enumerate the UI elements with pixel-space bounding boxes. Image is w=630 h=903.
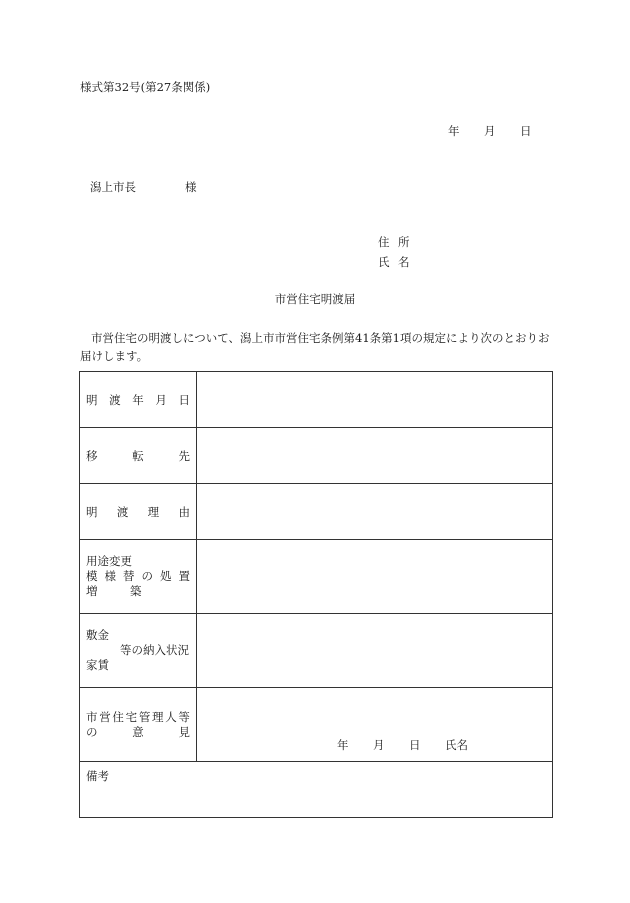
form-number: 様式第32号(第27条関係) bbox=[80, 80, 211, 94]
label-char: 処 bbox=[160, 569, 172, 583]
row-vacate-reason bbox=[80, 484, 553, 540]
payment-line-1: 敷金 bbox=[86, 628, 109, 642]
label-char: 見 bbox=[178, 724, 190, 739]
row-manager bbox=[80, 688, 553, 762]
label-char: 渡 bbox=[109, 392, 121, 407]
alteration-field[interactable] bbox=[197, 540, 553, 614]
alteration-line-3 bbox=[86, 584, 190, 599]
remarks-field[interactable] bbox=[80, 762, 553, 818]
label-char: の bbox=[86, 724, 98, 739]
label-char: の bbox=[141, 569, 153, 583]
vacate-date-field[interactable] bbox=[197, 372, 553, 428]
remarks-label: 備考 bbox=[86, 769, 109, 783]
label-char: 営 bbox=[99, 709, 111, 724]
sender-name-label bbox=[378, 257, 410, 277]
addressee-name: 潟上市長 bbox=[90, 180, 136, 194]
label-char: 先 bbox=[178, 448, 190, 463]
label-char: 宅 bbox=[125, 709, 138, 724]
month-label: 月 bbox=[484, 124, 496, 138]
label-char: 明 bbox=[86, 504, 98, 519]
label-vacate-date bbox=[80, 372, 197, 428]
label-char: 替 bbox=[123, 569, 135, 583]
label-char: 由 bbox=[178, 504, 190, 519]
label-vacate-reason bbox=[80, 484, 197, 540]
name-char-2: 名 bbox=[398, 255, 410, 269]
label-alteration bbox=[80, 540, 197, 614]
opinion-date bbox=[337, 737, 468, 753]
label-char: 住 bbox=[112, 709, 124, 724]
address-char-2: 所 bbox=[398, 235, 410, 249]
year-label: 年 bbox=[448, 124, 460, 138]
label-new-address bbox=[80, 428, 197, 484]
opinion-name-label: 氏名 bbox=[445, 738, 468, 752]
label-char: 明 bbox=[86, 392, 98, 407]
label-char: 理 bbox=[152, 709, 164, 724]
label-char: 等 bbox=[178, 709, 190, 724]
label-char: 人 bbox=[165, 709, 177, 724]
label-char: 移 bbox=[86, 448, 98, 463]
label-char: 様 bbox=[104, 569, 116, 583]
address-char-1: 住 bbox=[378, 235, 390, 249]
label-char: 築 bbox=[130, 584, 142, 598]
sender-address-label bbox=[378, 237, 410, 257]
label-char: 市 bbox=[86, 709, 98, 724]
body-text: 市営住宅の明渡しについて、潟上市市営住宅条例第41条第1項の規定により次のとおりお届けします。 bbox=[80, 331, 550, 363]
form-title: 市営住宅明渡届 bbox=[274, 292, 356, 306]
row-remarks bbox=[80, 762, 553, 818]
opinion-month-label: 月 bbox=[373, 738, 385, 752]
alteration-line-1: 用途変更 bbox=[86, 554, 132, 568]
sender-block bbox=[378, 237, 410, 277]
new-address-field[interactable] bbox=[197, 428, 553, 484]
label-payment bbox=[80, 614, 197, 688]
label-manager bbox=[80, 688, 197, 762]
label-char: 管 bbox=[138, 709, 151, 724]
vacate-reason-field[interactable] bbox=[197, 484, 553, 540]
alteration-line-2 bbox=[86, 569, 190, 584]
submission-date bbox=[448, 126, 532, 138]
row-new-address bbox=[80, 428, 553, 484]
day-label: 日 bbox=[520, 124, 532, 138]
label-char: 置 bbox=[178, 569, 190, 583]
label-char: 模 bbox=[86, 569, 98, 583]
label-char: 年 bbox=[132, 392, 144, 407]
addressee bbox=[90, 182, 197, 194]
label-char: 転 bbox=[132, 448, 144, 463]
row-payment bbox=[80, 614, 553, 688]
manager-line-2 bbox=[86, 725, 190, 740]
form-table bbox=[79, 371, 553, 818]
name-char-1: 氏 bbox=[378, 255, 390, 269]
label-char: 理 bbox=[147, 504, 160, 519]
manager-opinion-field[interactable] bbox=[197, 688, 553, 762]
payment-line-2 bbox=[86, 643, 190, 658]
row-alteration bbox=[80, 540, 553, 614]
manager-line-1 bbox=[86, 710, 190, 725]
label-char: 渡 bbox=[116, 504, 129, 519]
opinion-day-label: 日 bbox=[409, 738, 421, 752]
label-char: 意 bbox=[132, 724, 144, 739]
payment-line-3: 家賃 bbox=[86, 658, 109, 672]
label-char: 増 bbox=[86, 584, 98, 598]
opinion-year-label: 年 bbox=[337, 738, 349, 752]
payment-status-label: 等の納入状況 bbox=[120, 643, 189, 657]
label-char: 日 bbox=[178, 392, 190, 407]
addressee-honorific: 様 bbox=[185, 180, 197, 194]
row-vacate-date bbox=[80, 372, 553, 428]
payment-field[interactable] bbox=[197, 614, 553, 688]
label-char: 月 bbox=[155, 392, 167, 407]
